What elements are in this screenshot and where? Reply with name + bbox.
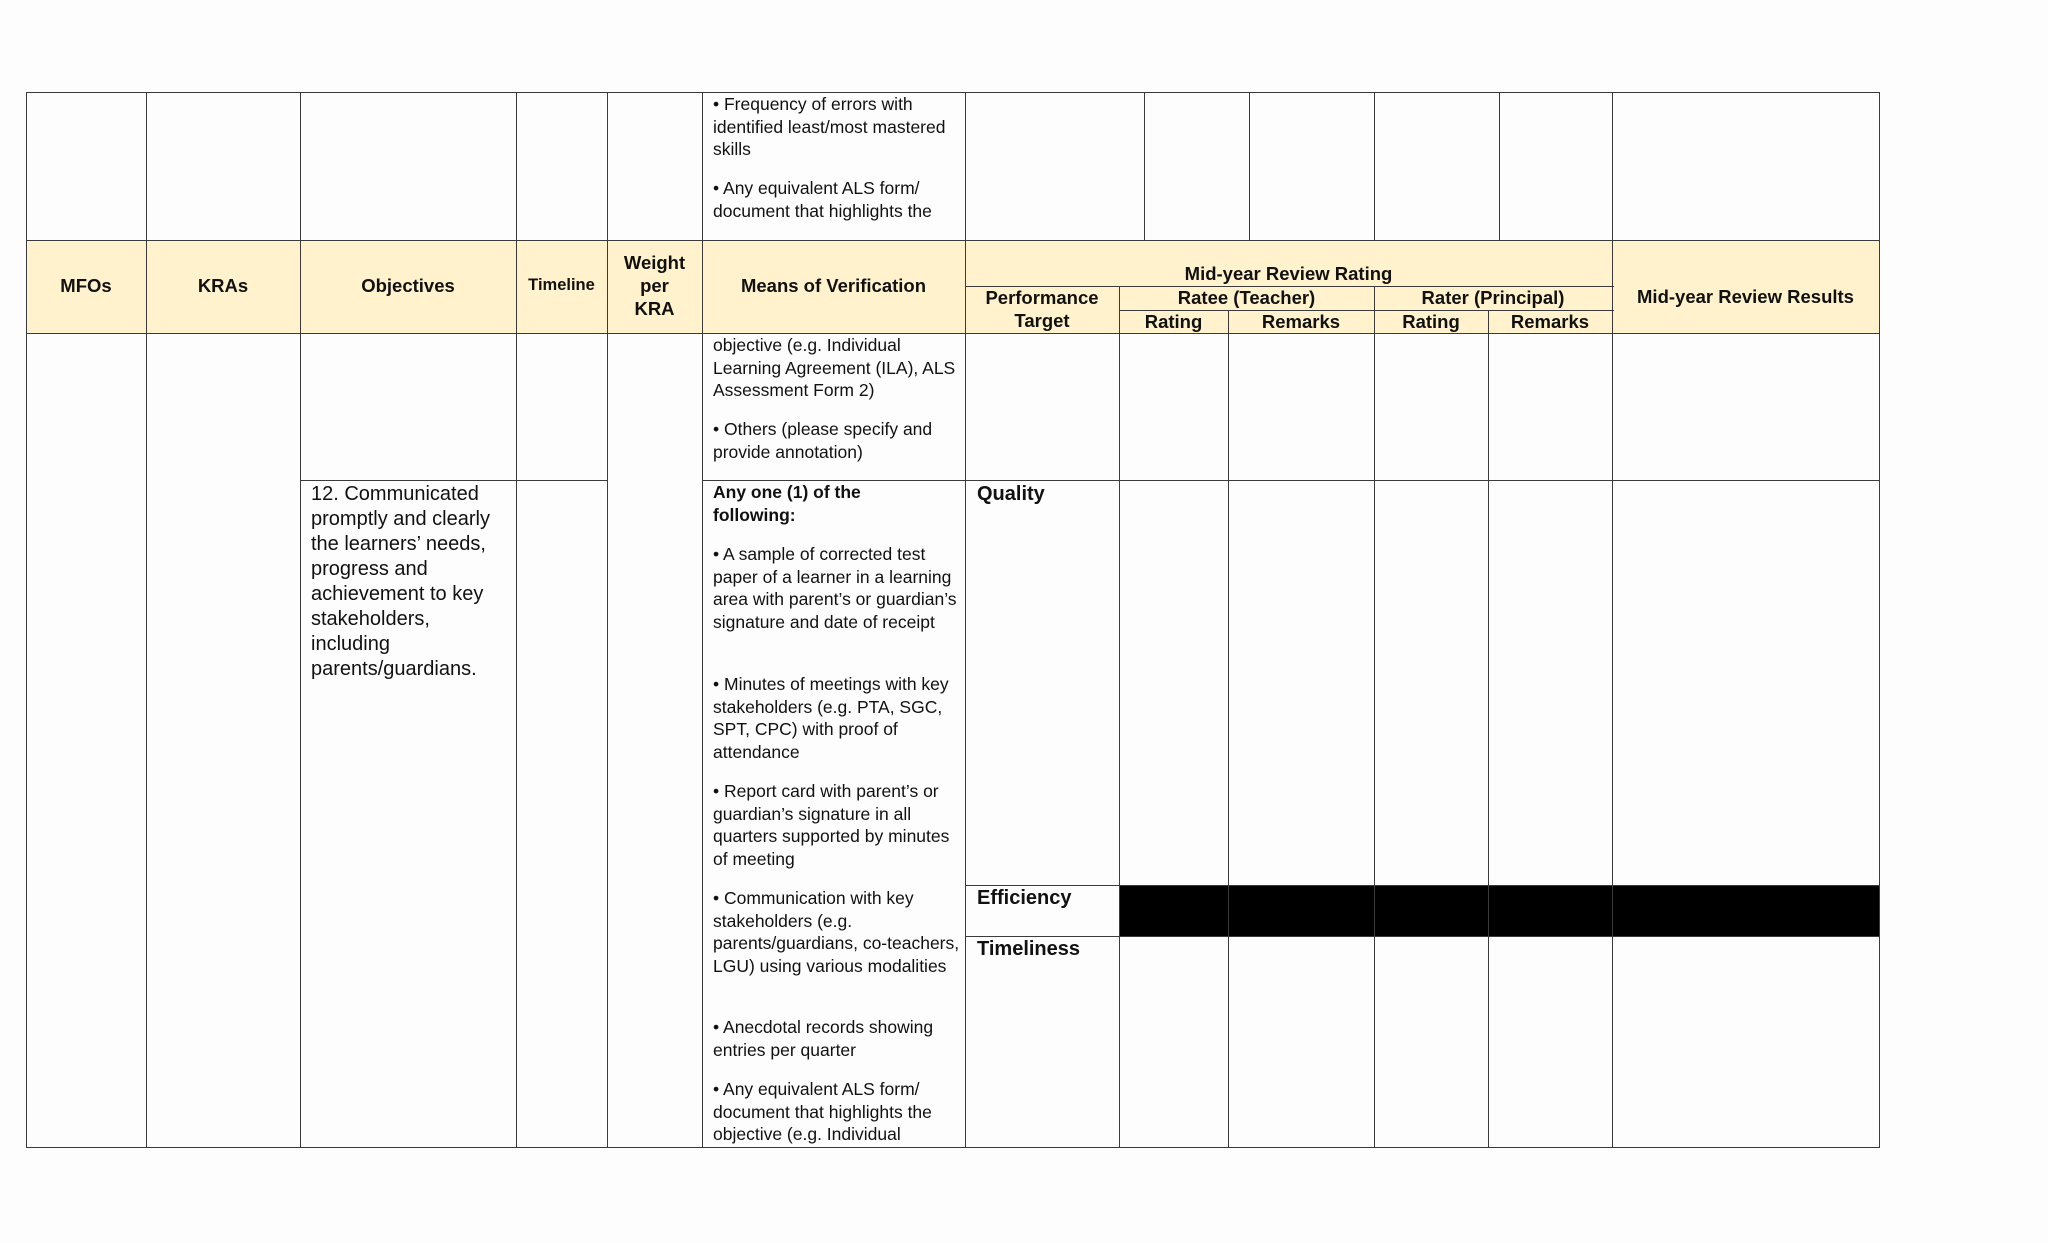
- mov-item-report-card: • Report card with parent’s or guardian’s signature in all quarters supported by minutes of meeting: [713, 781, 950, 869]
- header-rater-remarks: Remarks: [1510, 311, 1590, 332]
- header-objectives: Objectives: [361, 275, 455, 296]
- header-timeline: Timeline: [528, 276, 595, 294]
- continuation-mov-item-2: • Others (please specify and provide annotation): [713, 419, 933, 462]
- header-performance-target: Performance Target: [985, 287, 1099, 331]
- header-ratee-rating: Rating: [1144, 311, 1203, 332]
- mov-item-equivalent-als: • Any equivalent ALS form/ document that highlights the objective (e.g. Individual: [713, 1079, 932, 1144]
- top-mov-item-1: • Frequency of errors with identified least/most mastered skills: [713, 94, 946, 159]
- objective-12: 12. Communicated promptly and clearly the learners’ needs, progress and achievement to key stakeholders, including parents/guardians.: [311, 483, 490, 680]
- mov-item-anecdotal: • Anecdotal records showing entries per quarter: [713, 1017, 934, 1060]
- mov-item-test-paper: • A sample of corrected test paper of a learner in a learning area with parent’s or guardian’s signature and date of receipt: [713, 544, 957, 632]
- header-midyear-review-results: Mid-year Review Results: [1637, 286, 1854, 307]
- mov-item-communication: • Communication with key stakeholders (e.g. parents/guardians, co-teachers, LGU) using various modalities: [713, 888, 960, 976]
- continuation-mov-item-1: objective (e.g. Individual Learning Agreement (ILA), ALS Assessment Form 2): [713, 335, 956, 400]
- header-means-of-verification: Means of Verification: [740, 275, 927, 296]
- header-ratee-remarks: Remarks: [1261, 311, 1341, 332]
- top-mov-item-2: • Any equivalent ALS form/ document that highlights the: [713, 178, 932, 221]
- target-quality: Quality: [977, 483, 1045, 505]
- header-ratee-teacher: Ratee (Teacher): [1177, 287, 1316, 308]
- mov-item-minutes: • Minutes of meetings with key stakeholders (e.g. PTA, SGC, SPT, CPC) with proof of attendance: [713, 674, 949, 762]
- header-midyear-review-rating: Mid-year Review Rating: [1184, 263, 1393, 284]
- header-rater-rating: Rating: [1402, 311, 1460, 332]
- header-rater-principal: Rater (Principal): [1421, 287, 1565, 308]
- efficiency-shaded-cells: [1120, 885, 1880, 936]
- header-mfos: MFOs: [60, 275, 112, 296]
- target-timeliness: Timeliness: [977, 938, 1081, 960]
- header-weight-per-kra: Weight per KRA: [623, 252, 686, 319]
- target-efficiency: Efficiency: [977, 887, 1072, 909]
- mov-heading: Any one (1) of the following:: [713, 482, 861, 525]
- header-kras: KRAs: [197, 275, 249, 296]
